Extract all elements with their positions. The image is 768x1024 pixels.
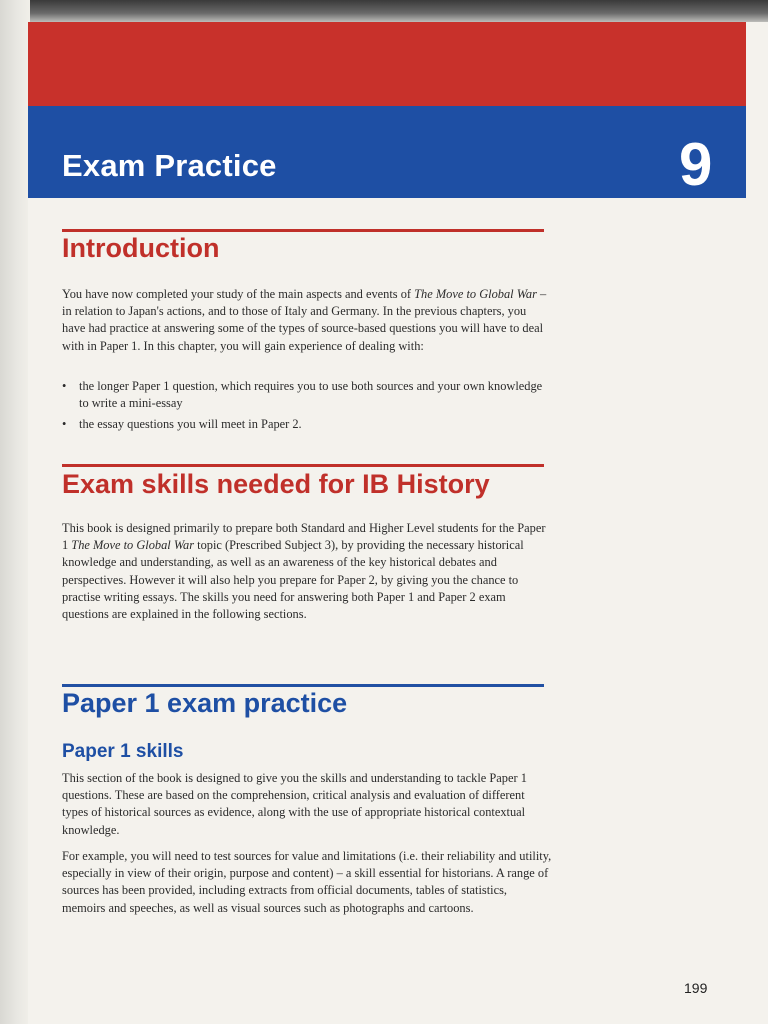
exam-skills-paragraph (62, 520, 552, 623)
exam-skills-book-title: The Move to Global War (71, 538, 195, 553)
introduction-book-title: The Move to Global War (414, 287, 537, 301)
paper1-skills-paragraph-1: This section of the book is designed to give you the skills and understanding to tackle Paper 1 questions. These are based on the comprehension, critical analysis and evaluation of different types of historical sources as evidence, along with the use of appropriate historical contextual knowledge. (62, 771, 527, 837)
paper1-skills-paragraph-2: For example, you will need to test sources for value and limitations (i.e. their reliability and utility, especially in view of their origin, purpose and content) – a skill essential for historians. A range of sources has been provided, including extracts from official documents, tables of statistics, memoirs and speeches, as well as visual sources such as photographs and cartoons. (62, 849, 552, 915)
paper1-skills-subheading: Paper 1 skills (62, 741, 184, 762)
paper1-rule (62, 684, 544, 687)
introduction-paragraph-start: You have now completed your study of the main aspects and events of (62, 287, 415, 301)
scan-top-shadow (0, 0, 768, 24)
list-item: • the longer Paper 1 question, which requires you to use both sources and your own knowledge to write a mini-essay (62, 378, 552, 412)
exam-skills-paragraph-start: This book is designed primarily to prepare both Standard and Higher Level students for the Paper 1 (62, 521, 546, 553)
paper1-heading: Paper 1 exam practice (62, 688, 348, 718)
introduction-rule (62, 229, 544, 232)
list-item: • the essay questions you will meet in Paper 2. (62, 416, 552, 433)
book-page (28, 22, 768, 1024)
exam-skills-heading: Exam skills needed for IB History (62, 469, 490, 499)
scan-left-shadow (0, 0, 30, 1024)
introduction-paragraph-end: – in relation to Japan's actions, and to those of Italy and Germany. In the previous chapters, you have had practice at answering some of the types of source-based questions you will have to deal with in Paper 1. In this chapter, you will gain experience of dealing with: (62, 287, 547, 353)
page-number: 199 (684, 980, 708, 996)
exam-skills-rule (62, 464, 544, 467)
introduction-bullet-list (62, 378, 552, 438)
introduction-paragraph (62, 286, 552, 355)
chapter-title: Exam Practice (62, 148, 277, 183)
chapter-number: 9 (679, 131, 713, 198)
chapter-header-red-band (28, 22, 746, 106)
introduction-heading: Introduction (62, 233, 220, 263)
exam-skills-paragraph-end: topic (Prescribed Subject 3), by providing the necessary historical knowledge and understanding, as well as an awareness of the key historical debates and perspectives. However it will also help you prepare for Paper 2, by giving you the chance to practise writing essays. The skills you need for answering both Paper 1 and Paper 2 exam questions are explained in the following sections. (62, 538, 524, 622)
